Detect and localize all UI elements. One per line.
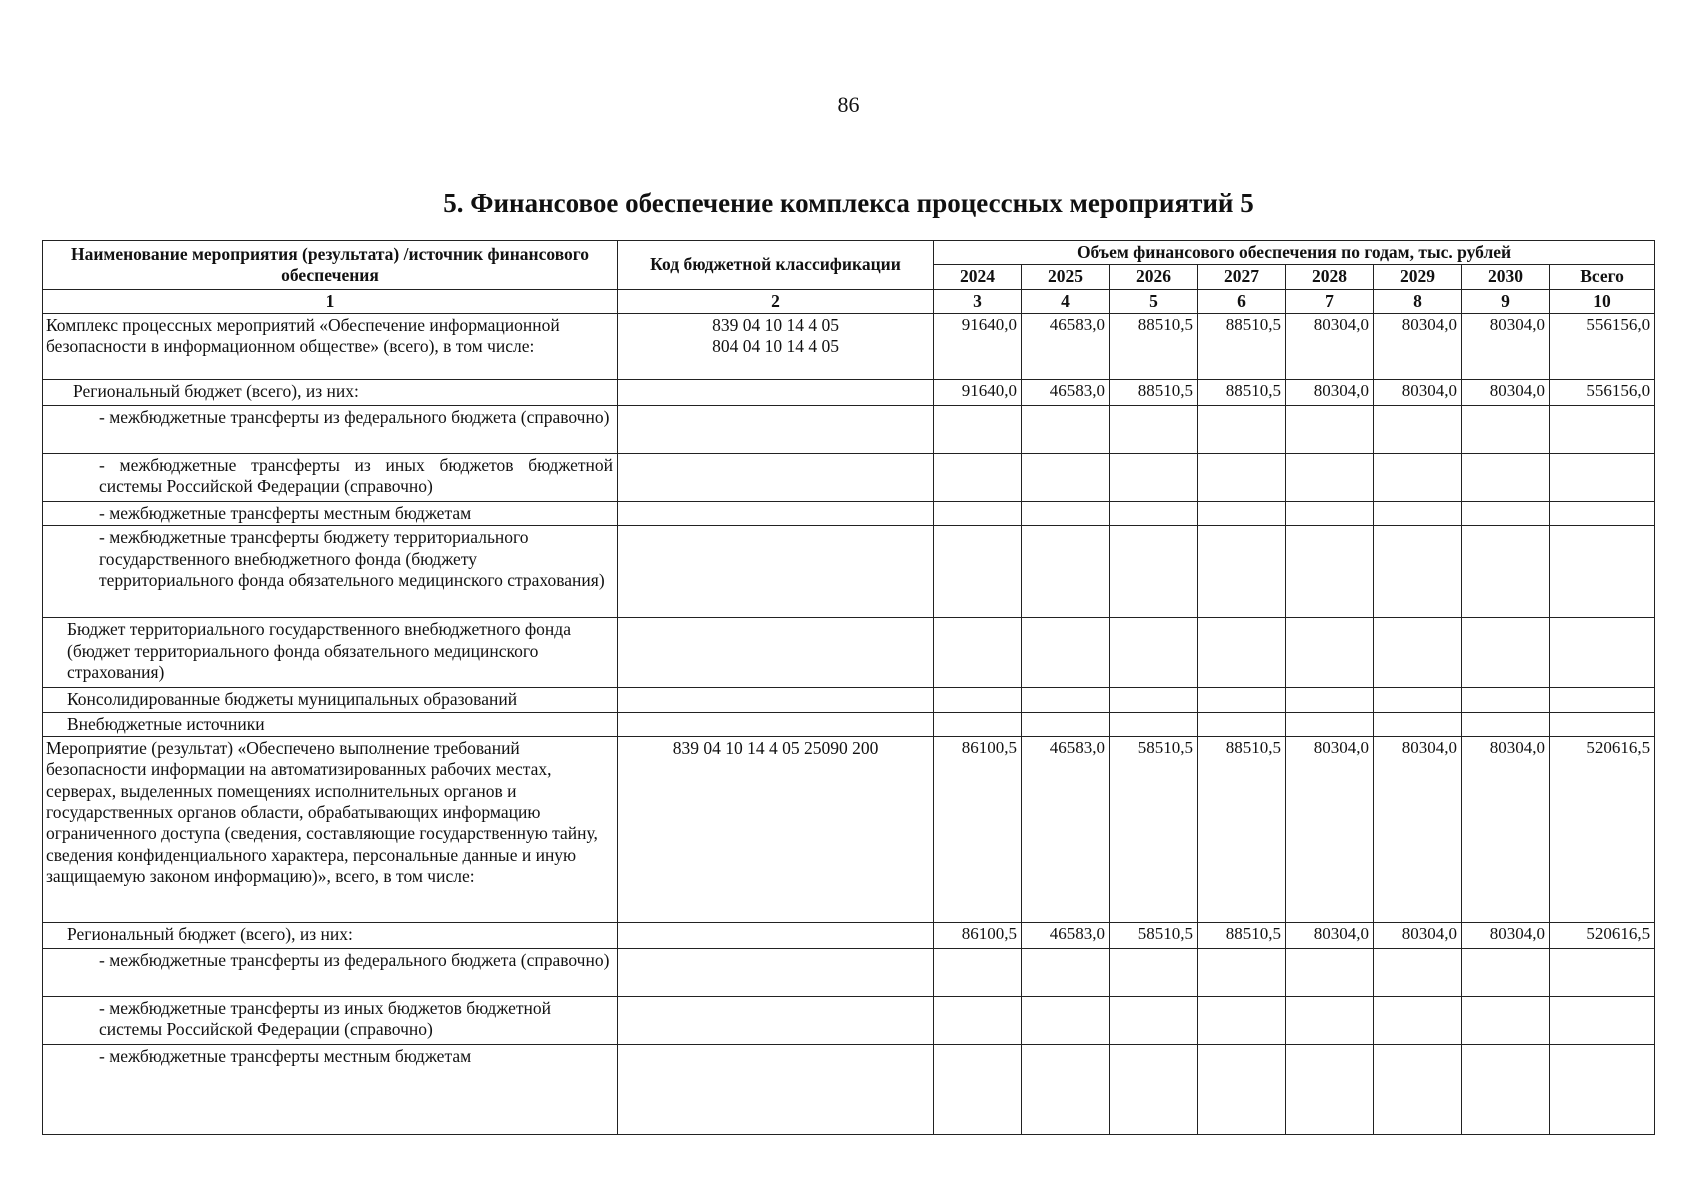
value-cell: 80304,0 [1374,737,1462,923]
value-cell: 46583,0 [1022,923,1110,949]
value-cell [1286,997,1374,1045]
value-cell [1462,688,1550,712]
value-cell [1022,454,1110,502]
value-cell [1462,526,1550,618]
value-cell [1198,949,1286,997]
table-row [43,314,1655,380]
value-cell [1022,1045,1110,1135]
budget-code-cell [618,502,934,526]
value-cell: 520616,5 [1550,923,1655,949]
value-cell [1462,502,1550,526]
value-cell: 80304,0 [1286,737,1374,923]
value-cell [1374,454,1462,502]
value-cell [934,688,1022,712]
value-cell [934,406,1022,454]
value-cell: 86100,5 [934,923,1022,949]
value-cell [934,1045,1022,1135]
column-number: 3 [934,289,1022,313]
header-year: 2030 [1462,265,1550,289]
value-cell [1550,618,1655,688]
column-number: 5 [1110,289,1198,313]
value-cell: 86100,5 [934,737,1022,923]
value-cell [1550,406,1655,454]
value-cell: 80304,0 [1374,380,1462,406]
value-cell: 58510,5 [1110,737,1198,923]
value-cell: 80304,0 [1374,314,1462,380]
budget-code-cell [618,314,934,380]
value-cell [1022,502,1110,526]
value-cell [1462,712,1550,736]
value-cell [1462,1045,1550,1135]
budget-code-cell [618,618,934,688]
value-cell [1550,949,1655,997]
value-cell [1110,997,1198,1045]
value-cell [1462,454,1550,502]
value-cell [1286,454,1374,502]
value-cell [1550,502,1655,526]
value-cell: 58510,5 [1110,923,1198,949]
budget-code-cell [618,949,934,997]
value-cell [1550,712,1655,736]
value-cell [1374,688,1462,712]
value-cell [1110,949,1198,997]
value-cell [1286,618,1374,688]
header-year: 2025 [1022,265,1110,289]
value-cell [934,949,1022,997]
page-number: 86 [837,92,860,117]
header-year: 2026 [1110,265,1198,289]
value-cell [1286,712,1374,736]
value-cell [1550,997,1655,1045]
header-total: Всего [1550,265,1655,289]
value-cell [1286,1045,1374,1135]
row-name: - межбюджетные трансферты из иных бюджетов бюджетной системы Российской Федерации (справочно) [43,997,618,1045]
column-number: 1 [43,289,618,313]
value-cell: 88510,5 [1198,380,1286,406]
value-cell [1374,406,1462,454]
column-number: 9 [1462,289,1550,313]
financing-table [42,240,1655,1135]
value-cell [1198,1045,1286,1135]
budget-code-cell [618,997,934,1045]
header-year: 2024 [934,265,1022,289]
value-cell [1374,712,1462,736]
row-name: Консолидированные бюджеты муниципальных образований [43,688,618,712]
header-name: Наименование мероприятия (результата) /источник финансового обеспечения [43,241,618,290]
row-name: Региональный бюджет (всего), из них: [43,923,618,949]
value-cell [1550,1045,1655,1135]
value-cell [934,712,1022,736]
value-cell [1198,688,1286,712]
value-cell: 88510,5 [1198,923,1286,949]
table-row [43,712,1655,736]
row-name: Мероприятие (результат) «Обеспечено выполнение требований безопасности информации на автоматизированных рабочих местах, серверах, выделенных помещениях исполнительных органов и государственных органов области, обрабатывающих информацию ограниченного доступа (сведения, составляющие государственную тайну, сведения конфиденциального характера, персональные данные и иную защищаемую законом информацию)», всего, в том числе: [43,737,618,923]
value-cell [1198,526,1286,618]
column-number: 10 [1550,289,1655,313]
header-volume: Объем финансового обеспечения по годам, тыс. рублей [934,241,1655,265]
value-cell: 46583,0 [1022,314,1110,380]
value-cell [1110,406,1198,454]
row-name: - межбюджетные трансферты бюджету территориального государственного внебюджетного фонда (бюджету территориального фонда обязательного медицинского страхования) [43,526,618,618]
value-cell [1198,454,1286,502]
value-cell [1550,688,1655,712]
budget-code: 839 04 10 14 4 05 25090 200 [672,738,879,759]
budget-code-cell [618,712,934,736]
value-cell [1110,454,1198,502]
value-cell [934,454,1022,502]
value-cell [1198,712,1286,736]
column-number: 7 [1286,289,1374,313]
budget-code-cell [618,923,934,949]
value-cell [1374,502,1462,526]
table-row [43,618,1655,688]
value-cell: 88510,5 [1198,737,1286,923]
value-cell [1374,997,1462,1045]
row-name: Внебюджетные источники [43,712,618,736]
table-row [43,997,1655,1045]
value-cell [1198,502,1286,526]
value-cell [1374,526,1462,618]
header-year: 2029 [1374,265,1462,289]
header-year: 2027 [1198,265,1286,289]
value-cell: 80304,0 [1462,737,1550,923]
budget-code-cell [618,737,934,923]
budget-code-cell [618,454,934,502]
table-row [43,1045,1655,1135]
value-cell: 91640,0 [934,314,1022,380]
value-cell [1022,406,1110,454]
value-cell: 91640,0 [934,380,1022,406]
value-cell [1286,502,1374,526]
row-name: - межбюджетные трансферты местным бюджетам [43,1045,618,1135]
row-name: Бюджет территориального государственного внебюджетного фонда (бюджет территориального фонда обязательного медицинского страхования) [43,618,618,688]
value-cell: 556156,0 [1550,314,1655,380]
value-cell [1022,949,1110,997]
value-cell: 80304,0 [1286,314,1374,380]
value-cell [1022,526,1110,618]
row-name: - межбюджетные трансферты из федерального бюджета (справочно) [43,406,618,454]
table-row [43,949,1655,997]
value-cell: 80304,0 [1286,380,1374,406]
value-cell [1110,688,1198,712]
table-row [43,454,1655,502]
value-cell [1110,502,1198,526]
value-cell: 80304,0 [1462,314,1550,380]
table-row [43,502,1655,526]
value-cell [1462,406,1550,454]
value-cell: 46583,0 [1022,380,1110,406]
value-cell: 556156,0 [1550,380,1655,406]
value-cell: 80304,0 [1462,380,1550,406]
row-name: - межбюджетные трансферты из иных бюджетов бюджетной системы Российской Федерации (справочно) [43,454,618,502]
table-row [43,737,1655,923]
budget-code: 839 04 10 14 4 05 [712,315,839,336]
value-cell: 46583,0 [1022,737,1110,923]
value-cell [1550,526,1655,618]
value-cell [934,618,1022,688]
table-row [43,406,1655,454]
column-number: 6 [1198,289,1286,313]
row-name: - межбюджетные трансферты местным бюджетам [43,502,618,526]
value-cell [1022,712,1110,736]
value-cell [1022,688,1110,712]
value-cell [1198,406,1286,454]
table-row [43,923,1655,949]
value-cell: 80304,0 [1374,923,1462,949]
row-name: - межбюджетные трансферты из федерального бюджета (справочно) [43,949,618,997]
value-cell: 520616,5 [1550,737,1655,923]
value-cell: 88510,5 [1110,380,1198,406]
value-cell: 80304,0 [1462,923,1550,949]
value-cell [1198,997,1286,1045]
value-cell [1110,712,1198,736]
value-cell [934,997,1022,1045]
column-number: 2 [618,289,934,313]
value-cell [1110,526,1198,618]
table-row [43,526,1655,618]
value-cell [934,502,1022,526]
row-name: Региональный бюджет (всего), из них: [43,380,618,406]
budget-code-cell [618,526,934,618]
value-cell [1110,618,1198,688]
budget-code-cell [618,380,934,406]
column-number: 4 [1022,289,1110,313]
value-cell [1286,949,1374,997]
column-number: 8 [1374,289,1462,313]
value-cell [1462,997,1550,1045]
table-row [43,380,1655,406]
value-cell [1462,949,1550,997]
row-name: Комплекс процессных мероприятий «Обеспечение информационной безопасности в информационном обществе» (всего), в том числе: [43,314,618,380]
header-row [43,241,1655,265]
value-cell [1374,949,1462,997]
value-cell [1462,618,1550,688]
budget-code-cell [618,406,934,454]
section-title: 5. Финансовое обеспечение комплекса процессных мероприятий 5 [443,188,1254,218]
header-code: Код бюджетной классификации [618,241,934,290]
value-cell [1022,618,1110,688]
value-cell [1374,618,1462,688]
value-cell [1374,1045,1462,1135]
table-row [43,688,1655,712]
budget-code-cell [618,1045,934,1135]
column-number-row [43,289,1655,313]
value-cell [1550,454,1655,502]
value-cell [1286,406,1374,454]
header-year: 2028 [1286,265,1374,289]
value-cell [1022,997,1110,1045]
budget-code-cell [618,688,934,712]
value-cell [934,526,1022,618]
value-cell: 88510,5 [1198,314,1286,380]
value-cell [1286,688,1374,712]
value-cell: 80304,0 [1286,923,1374,949]
budget-code: 804 04 10 14 4 05 [712,336,839,357]
value-cell [1286,526,1374,618]
value-cell: 88510,5 [1110,314,1198,380]
value-cell [1198,618,1286,688]
value-cell [1110,1045,1198,1135]
